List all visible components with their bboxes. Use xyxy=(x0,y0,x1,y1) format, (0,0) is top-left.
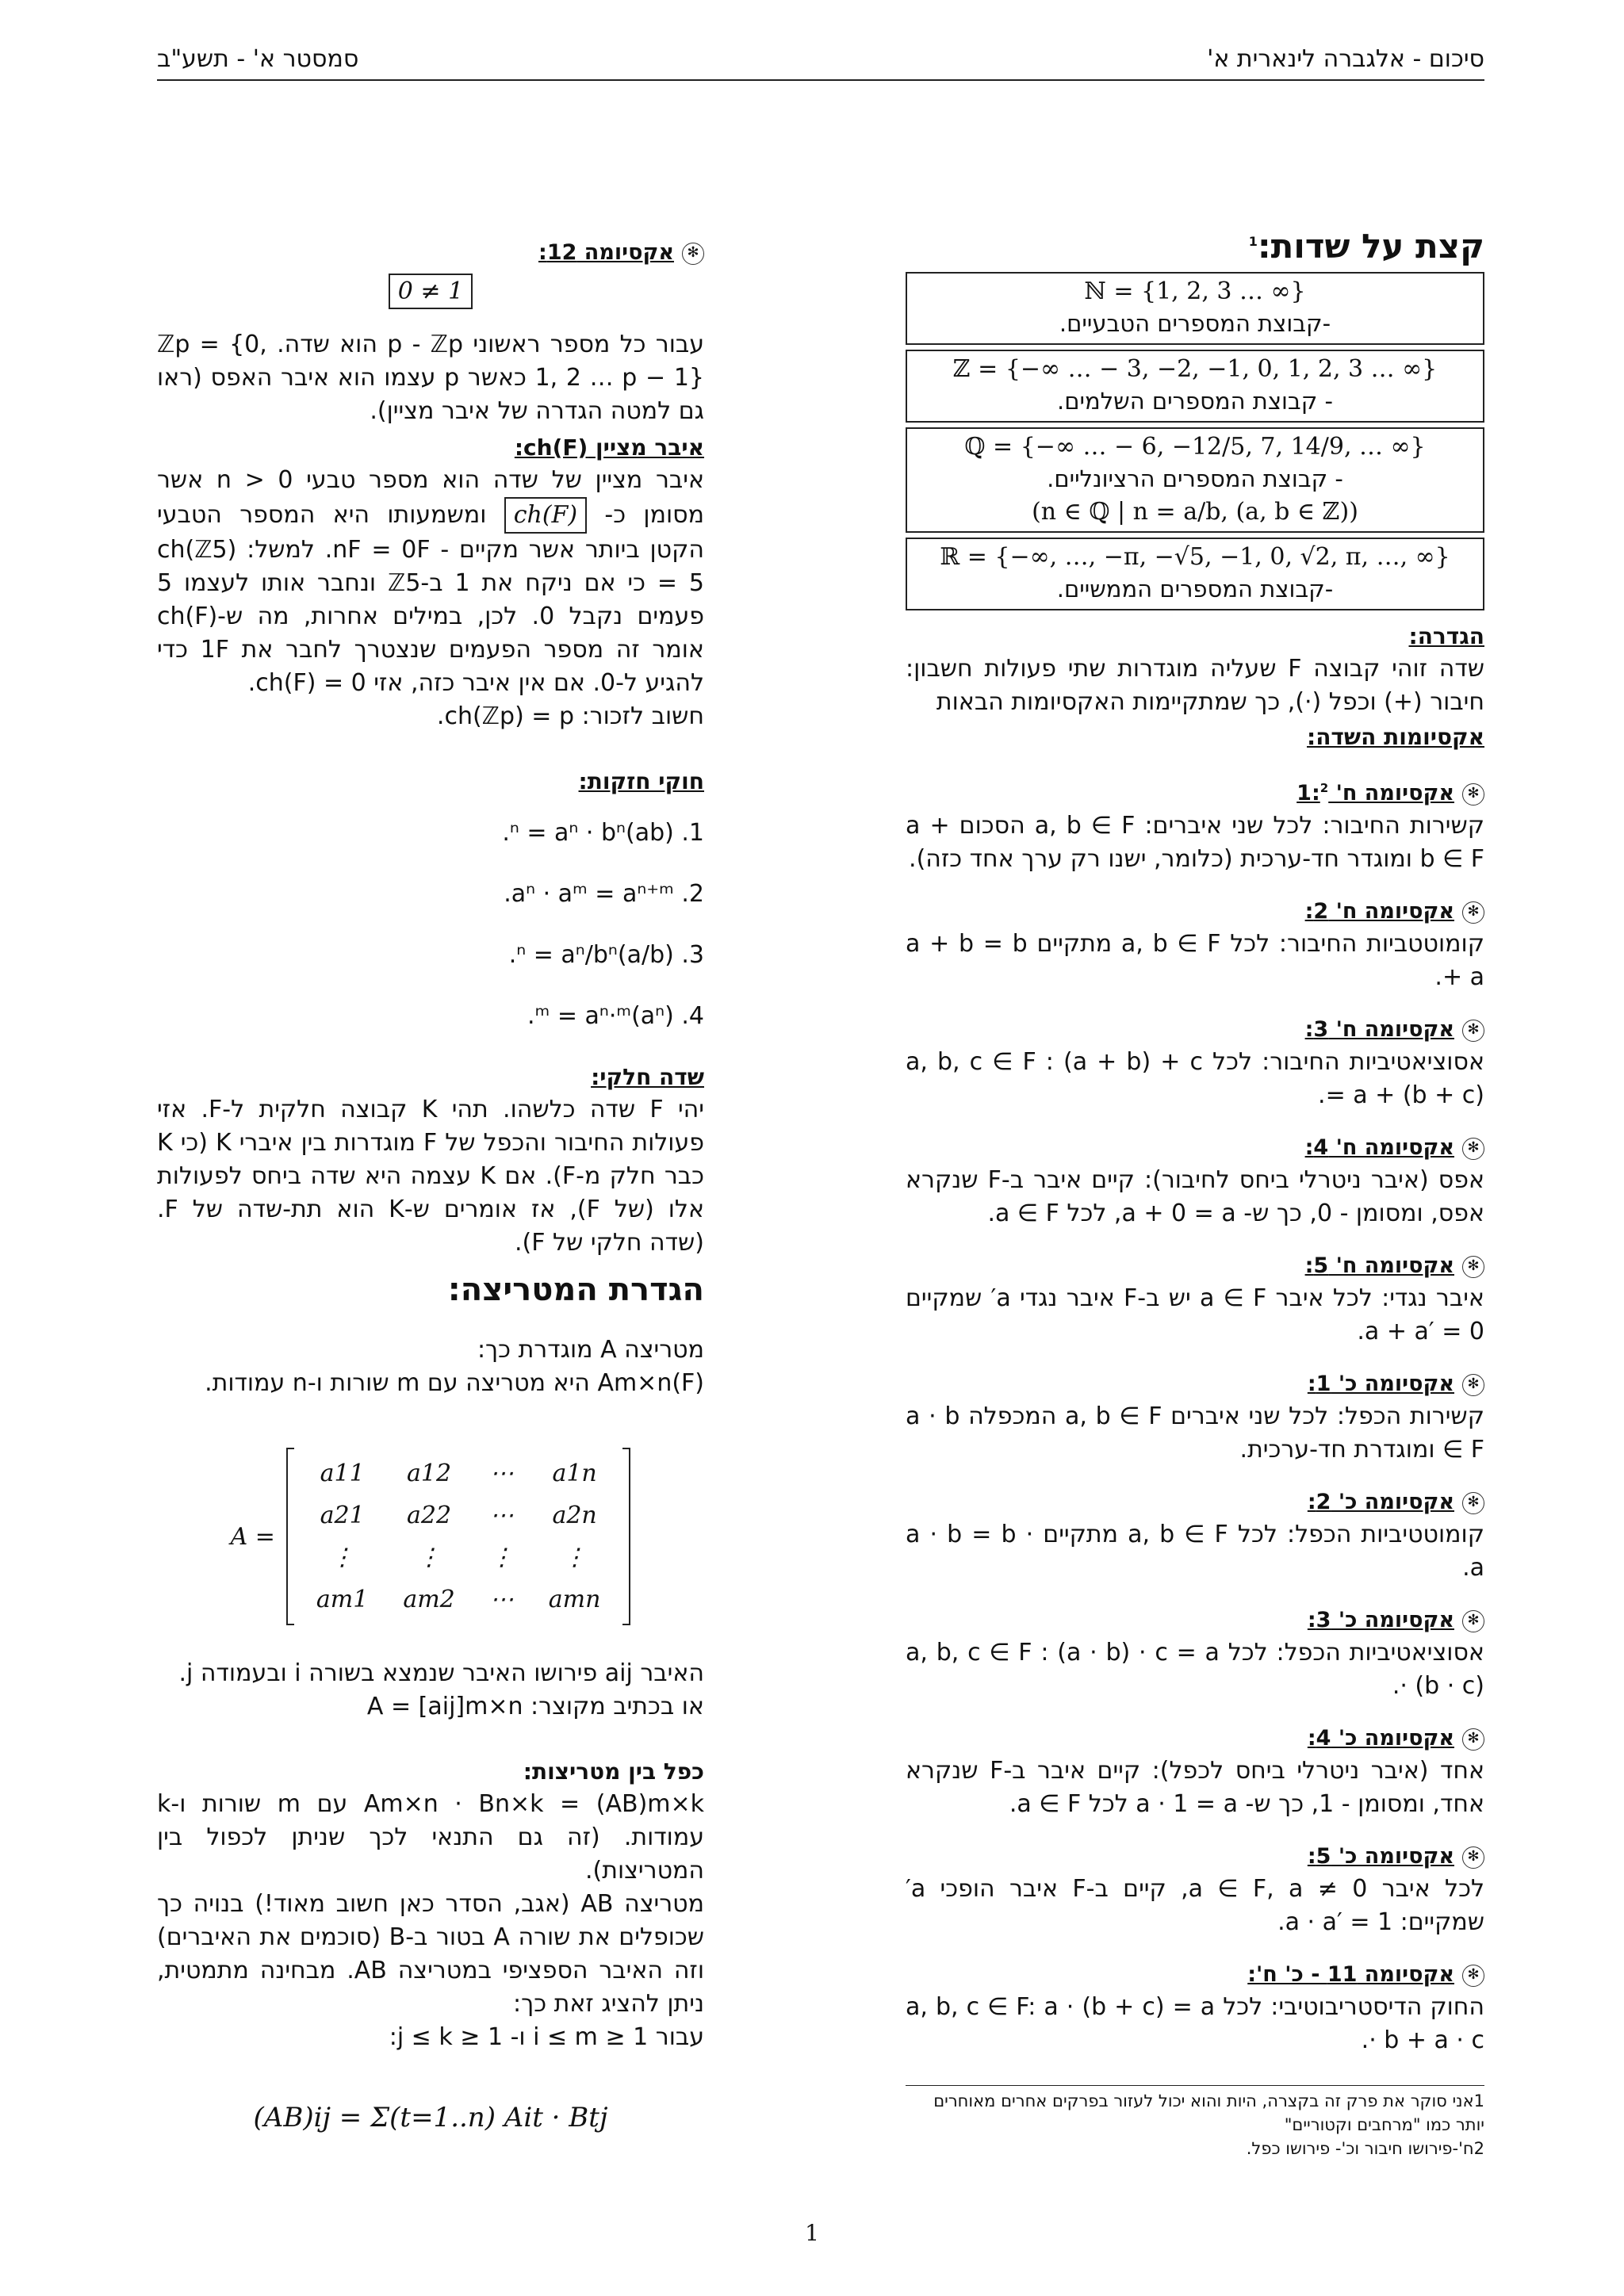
axiom-title: אקסיומה כ' 3: xyxy=(1307,1608,1454,1632)
axiom-text: אחד (איבר ניטרלי ביחס לכפל): קיים איבר ב-F שנקרא אחד, ומסומן - 1, כך ש- a · 1 = a לכל a ∈ F. xyxy=(906,1757,1484,1818)
header-title: סיכום - אלגברה לינארית א' xyxy=(1207,45,1484,73)
footnote-ref-2: 2 xyxy=(1320,781,1329,795)
footnote-2: 2ח'-פירושו חיבור וכ'- פירושו כפל. xyxy=(1246,2139,1484,2158)
matrix-cell: ⋮ xyxy=(562,1544,587,1571)
definition-heading: הגדרה: xyxy=(1408,623,1484,649)
axiom-text: אסוציאטיביות החיבור: לכל a, b, c ∈ F : (a + b) + c = a + (b + c). xyxy=(906,1048,1485,1109)
axiom-item xyxy=(906,772,1484,876)
axiom-item xyxy=(906,1249,1484,1349)
axiom-text: קשירות החיבור: לכל שני איברים: a, b ∈ F הסכום a + b ∈ F ומוגדר חד-ערכית (כלומר, ישנו רק ערך אחד כזה). xyxy=(906,812,1484,873)
powers-heading: חוקי חזקות: xyxy=(578,768,704,794)
set-reals xyxy=(906,538,1484,610)
axiom-title: אקסיומה כ' 2: xyxy=(1307,1490,1454,1514)
axiom-item xyxy=(906,895,1484,994)
definition-text: שדה זוהי קבוצה F שעליה מוגדרות שתי פעולות חשבון: חיבור (+) וכפל (·), כך שמתקיימות האקסיומות הבאות xyxy=(906,655,1484,716)
axiom-text: החוק הדיסטריבוטיבי: לכל a, b, c ∈ F: a · (b + c) = a · b + a · c. xyxy=(906,1993,1484,2054)
matrix-lhs: A = xyxy=(230,1522,275,1551)
axiom-title: אקסיומה ח' 2: xyxy=(1304,899,1454,924)
subfield-heading: שדה חלקי: xyxy=(591,1064,704,1090)
power-rule: 4. (aⁿ)ᵐ = aⁿ·ᵐ. xyxy=(527,1002,704,1030)
number-sets xyxy=(906,272,1484,610)
axiom-text: אסוציאטיביות הכפל: לכל a, b, c ∈ F : (a · b) · c = a · (b · c). xyxy=(906,1639,1484,1700)
matrix-display xyxy=(157,1448,704,1625)
axiom-text: לכל איבר a ∈ F, a ≠ 0, קיים ב-F איבר הופכי a′ שמקיים: a · a′ = 1. xyxy=(906,1875,1485,1936)
axiom-title: אקסיומה כ' 1: xyxy=(1307,1372,1454,1396)
zp-text: עבור כל מספר ראשוני p - ℤp הוא שדה. ℤp = {0, 1, 2 … p − 1} כאשר p עצמו הוא איבר האפס (ראו גם למטה הגדרה של איבר מציין). xyxy=(157,331,705,425)
matrix-heading: הגדרת המטריצה: xyxy=(447,1272,704,1308)
header-semester: סמסטר א' - תשע"ב xyxy=(157,45,359,73)
axiom-text: אפס (איבר ניטרלי ביחס לחיבור): קיים איבר ב-F שנקרא אפס, ומסומן - 0, כך ש- a + 0 = a, לכל a ∈ F. xyxy=(906,1166,1484,1227)
matrix-mult-text-3: עבור 1 ≤ i ≤ m ו- 1 ≤ j ≤ k: xyxy=(389,2023,704,2051)
matrix-cell: am1 xyxy=(316,1586,369,1613)
axiom-list xyxy=(906,772,1484,2057)
set-description: - קבוצת המספרים הרציונליים. xyxy=(1047,465,1343,492)
left-column xyxy=(157,222,704,2182)
matrix-cell: a11 xyxy=(320,1460,365,1487)
bullet-icon: ✻ xyxy=(1462,1138,1484,1160)
axiom-title: אקסיומה 11 - כ' ח': xyxy=(1247,1962,1454,1987)
axiom-item xyxy=(906,1131,1484,1230)
axiom-title: אקסיומה ח' 5: xyxy=(1304,1253,1454,1278)
matrix-def-2: Am×n(F) היא מטריצה עם m שורות ו-n עמודות. xyxy=(205,1369,704,1397)
fields-title xyxy=(906,225,1484,266)
set-formula: ℝ = {−∞, …, −π, −√5, −1, 0, √2, π, …, ∞} xyxy=(940,543,1450,571)
matrix-cell: ⋮ xyxy=(330,1544,354,1571)
set-formula: ℚ = {−∞ … − 6, −12/5, 7, 14/9, … ∞} xyxy=(964,433,1426,461)
matrix-row xyxy=(299,1578,619,1621)
axiom-item xyxy=(906,1958,1484,2057)
subfield-text: יהי F שדה כלשהו. תהי K קבוצה חלקית ל-F. אזי פעולות החיבור והכפל של F מוגדרות בין איברי K (כי K כבר חלק מ-F). אם K עצמה היא שדה ביחס לפעולות אלו (של F), אז אומרים ש-K הוא תת-שדה של F. (שדה חלקי של F). xyxy=(157,1096,704,1257)
matrix-cell: amn xyxy=(548,1586,601,1613)
matrix-brackets xyxy=(286,1448,631,1625)
footnotes xyxy=(906,2085,1484,2160)
axiom-item xyxy=(906,1722,1484,1821)
bullet-icon: ✻ xyxy=(1462,1728,1484,1751)
characteristic-text xyxy=(157,464,704,700)
set-integers xyxy=(906,350,1484,423)
matrix-cell: a12 xyxy=(407,1460,452,1487)
axiom-text: איבר נגדי: לכל איבר a ∈ F יש ב-F איבר נגדי a′ שמקיים a + a′ = 0. xyxy=(906,1284,1484,1345)
characteristic-heading: איבר מציין ch(F): xyxy=(514,434,704,461)
axioms-heading: אקסיומות השדה: xyxy=(1307,724,1484,750)
footnote-ref-1: 1 xyxy=(1248,234,1258,249)
right-column xyxy=(906,222,1484,2057)
set-description: -קבוצת המספרים הטבעיים. xyxy=(1059,310,1331,337)
axiom-text: קומוטטביות החיבור: לכל a, b ∈ F מתקיים a + b = b + a. xyxy=(906,930,1484,991)
matrix-mult-text-2: מטריצה AB (אגב, הסדר כאן חשוב מאוד!) בנויה כך שכופלים את שורה A בטור ב-B (סוכמים את האיברים) וזה האיבר הספציפי במטריצה AB. מבחינה מתמטית, ניתן להציג זאת כך: xyxy=(157,1890,704,2018)
power-rule: 1. (ab)ⁿ = aⁿ · bⁿ. xyxy=(502,819,704,847)
axiom-title: אקסיומה ח' 1: xyxy=(1297,781,1454,806)
page-number: 1 xyxy=(805,2220,819,2246)
matrix-mult-text-1: Am×n · Bn×k = (AB)m×k עם m שורות ו-k עמודות. (זה גם התנאי לכך שניתן לכפול בין המטריצות). xyxy=(157,1790,705,1885)
matrix-cell: ⋮ xyxy=(489,1544,514,1571)
axiom-item xyxy=(906,1840,1484,1939)
axiom-title: אקסיומה ח' 3: xyxy=(1304,1017,1454,1042)
matrix-cell: ⋯ xyxy=(489,1460,514,1487)
characteristic-text-2: ומשמעותו היא המספר הטבעי הקטן ביותר אשר מקיים - nF = 0F. למשל: ch(ℤ5) = 5 כי אם ניקח את 1 ב-ℤ5 ונחבר אותו לעצמו 5 פעמים נקבל 0. לכן, במילים אחרות, מה ש-ch(F) אומר זה מספר הפעמים שנצטרך לחבר את 1F כדי להגיע ל-0. אם אין איבר כזה, אזי ch(F) = 0. xyxy=(157,501,704,697)
bullet-icon: ✻ xyxy=(1462,901,1484,924)
set-description: -קבוצת המספרים הממשיים. xyxy=(1056,576,1334,603)
matrix-row xyxy=(299,1494,619,1536)
axiom-title: אקסיומה ח' 4: xyxy=(1304,1135,1454,1160)
aij-short: או בכתיב מקוצר: A = [aij]m×n xyxy=(366,1693,704,1720)
set-naturals xyxy=(906,272,1484,345)
matrix-cell: ⋯ xyxy=(489,1502,514,1529)
matrix-cell: a22 xyxy=(407,1502,452,1529)
matrix-cell: ⋯ xyxy=(489,1586,514,1613)
axiom-item xyxy=(906,1486,1484,1585)
bullet-icon: ✻ xyxy=(1462,783,1484,806)
matrix-row xyxy=(299,1452,619,1494)
axiom-item xyxy=(906,1013,1484,1112)
bullet-icon: ✻ xyxy=(682,243,704,265)
set-rationals xyxy=(906,427,1484,533)
axiom-title: אקסיומה כ' 4: xyxy=(1307,1726,1454,1751)
bullet-icon: ✻ xyxy=(1462,1492,1484,1514)
set-description: - קבוצת המספרים השלמים. xyxy=(1057,388,1333,415)
matrix-cell: am2 xyxy=(403,1586,455,1613)
footnote-1: 1אני סוקר את פרק זה בקצרה, היות והוא יכול לעזור בפרקים אחרים מאוחרים יותר כמו "מרחבים וקטוריים" xyxy=(933,2091,1484,2134)
axiom-text: קשירות הכפל: לכל שני איברים a, b ∈ F המכפלה a · b ∈ F ומוגדרת חד-ערכית. xyxy=(906,1402,1484,1464)
matrix-row xyxy=(299,1536,619,1578)
axiom-text: קומוטטיביות הכפל: לכל a, b ∈ F מתקיים a · b = b · a. xyxy=(906,1521,1485,1582)
matrix-cell: ⋮ xyxy=(417,1544,442,1571)
matrix-table xyxy=(299,1452,619,1621)
bullet-icon: ✻ xyxy=(1462,1020,1484,1042)
powers-list xyxy=(157,817,704,1032)
running-header xyxy=(157,44,1484,81)
characteristic-box: ch(F) xyxy=(504,497,587,534)
matrix-cell: a1n xyxy=(552,1460,597,1487)
characteristic-note: חשוב לזכור: ch(ℤp) = p. xyxy=(436,702,704,730)
bullet-icon: ✻ xyxy=(1462,1965,1484,1987)
set-formula: ℤ = {−∞ … − 3, −2, −1, 0, 1, 2, 3 … ∞} xyxy=(952,355,1438,383)
matrix-def-1: מטריצה A מוגדרת כך: xyxy=(477,1336,704,1364)
matrix-cell: a21 xyxy=(320,1502,365,1529)
axiom-title: אקסיומה כ' 5: xyxy=(1307,1844,1454,1869)
bullet-icon: ✻ xyxy=(1462,1610,1484,1632)
bullet-icon: ✻ xyxy=(1462,1256,1484,1278)
set-rationals-def: (n ∈ ℚ | n = a/b, (a, b ∈ ℤ)) xyxy=(1032,498,1358,526)
power-rule: 3. (a/b)ⁿ = aⁿ/bⁿ. xyxy=(508,941,704,969)
characteristic-text-1: איבר מציין של שדה הוא מספר טבעי n > 0 אשר מסומן כ- xyxy=(157,466,704,529)
set-formula: ℕ = {1, 2, 3 … ∞} xyxy=(1084,277,1306,305)
bullet-icon: ✻ xyxy=(1462,1846,1484,1869)
aij-text: האיבר aij פירושו האיבר שנמצא בשורה i ובעמודה j. xyxy=(178,1659,704,1687)
axiom-item xyxy=(906,1604,1484,1703)
sum-formula: (AB)ij = Σ(t=1..n) Ait · Btj xyxy=(253,2102,608,2133)
axiom-12-title: אקסיומה 12: xyxy=(538,240,674,265)
axiom-item xyxy=(906,1368,1484,1467)
bullet-icon: ✻ xyxy=(1462,1374,1484,1396)
axiom-12-box: 0 ≠ 1 xyxy=(389,274,473,309)
matrix-cell: a2n xyxy=(552,1502,597,1529)
power-rule: 2. aⁿ · aᵐ = aⁿ⁺ᵐ. xyxy=(504,880,704,908)
matrix-mult-heading: כפל בין מטריצות: xyxy=(523,1758,704,1785)
fields-title-text: קצת על שדות: xyxy=(1257,227,1484,266)
